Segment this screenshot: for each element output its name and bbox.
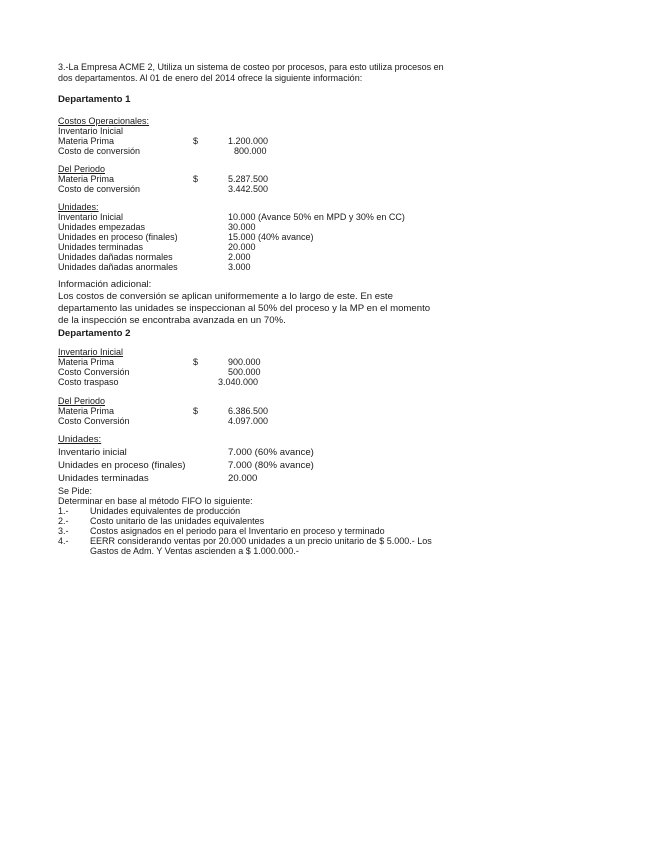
dept1-unidades-row-value: 30.000 bbox=[228, 222, 256, 232]
dept2-periodo-currency: $ bbox=[193, 406, 199, 416]
dept2-cc-value: 500.000 bbox=[228, 367, 261, 377]
dept2-unidades-row-value: 20.000 bbox=[228, 473, 258, 484]
dept1-inventario-inicial-title: Inventario Inicial bbox=[58, 126, 124, 136]
dept1-costos-title: Costos Operacionales: bbox=[58, 116, 150, 126]
se-pide-title: Se Pide: bbox=[58, 486, 93, 496]
dept2-periodo-mp-label: Materia Prima bbox=[58, 406, 115, 416]
dept1-unidades-row-label: Unidades empezadas bbox=[58, 222, 146, 232]
dept2-title: Departamento 2 bbox=[58, 328, 131, 339]
dept2-mp-label: Materia Prima bbox=[58, 357, 115, 367]
dept2-unidades-row-label: Unidades en proceso (finales) bbox=[58, 460, 186, 471]
dept1-periodo-currency: $ bbox=[193, 174, 199, 184]
se-pide-item-value: Costo unitario de las unidades equivalentes bbox=[90, 516, 265, 526]
dept1-unidades-row-value: 20.000 bbox=[228, 242, 256, 252]
dept2-periodo-cc-label: Costo Conversión bbox=[58, 416, 130, 426]
dept1-periodo-cc-label: Costo de conversión bbox=[58, 184, 141, 194]
se-pide-item-4-line-2: Gastos de Adm. Y Ventas ascienden a $ 1.000.000.- bbox=[90, 546, 299, 556]
dept2-unidades-row-value: 7.000 (80% avance) bbox=[228, 460, 314, 471]
dept1-unidades-row-label: Unidades terminadas bbox=[58, 242, 144, 252]
dept1-currency: $ bbox=[193, 136, 199, 146]
dept2-currency: $ bbox=[193, 357, 199, 367]
dept1-unidades-title: Unidades: bbox=[58, 202, 99, 212]
dept1-periodo-mp-label: Materia Prima bbox=[58, 174, 115, 184]
dept2-unidades-row-value: 7.000 (60% avance) bbox=[228, 447, 314, 458]
se-pide-item-label: 1.- bbox=[58, 506, 69, 516]
dept1-periodo-title: Del Periodo bbox=[58, 164, 106, 174]
dept2-periodo-mp-value: 6.386.500 bbox=[228, 406, 269, 416]
dept2-periodo-cc-value: 4.097.000 bbox=[228, 416, 269, 426]
dept1-mp-label: Materia Prima bbox=[58, 136, 115, 146]
dept2-inventario-inicial-title: Inventario Inicial bbox=[58, 347, 124, 357]
dept1-info-line-2: departamento las unidades se inspeccionan al 50% del proceso y la MP en el momento bbox=[58, 303, 431, 314]
dept1-unidades-row-value: 3.000 bbox=[228, 262, 251, 272]
dept2-unidades-title: Unidades: bbox=[58, 434, 102, 445]
intro-line-1: 3.-La Empresa ACME 2, Utiliza un sistema de costeo por procesos, para esto utiliza procesos en bbox=[58, 62, 444, 72]
se-pide-item-label: 3.- bbox=[58, 526, 69, 536]
dept1-cc-value: 800.000 bbox=[234, 146, 267, 156]
dept1-info-title: Información adicional: bbox=[58, 279, 152, 290]
dept1-unidades-row-value: 15.000 (40% avance) bbox=[228, 232, 314, 242]
se-pide-item-label: 2.- bbox=[58, 516, 69, 526]
dept1-info-line-1: Los costos de conversión se aplican uniformemente a lo largo de este. En este bbox=[58, 291, 393, 302]
se-pide-item-value: Costos asignados en el periodo para el Inventario en proceso y terminado bbox=[90, 526, 385, 536]
dept2-periodo-title: Del Periodo bbox=[58, 396, 106, 406]
se-pide-item-value: EERR considerando ventas por 20.000 unidades a un precio unitario de $ 5.000.- Los bbox=[90, 536, 432, 546]
dept1-periodo-mp-value: 5.287.500 bbox=[228, 174, 269, 184]
dept1-title: Departamento 1 bbox=[58, 94, 131, 105]
dept1-unidades-row-value: 2.000 bbox=[228, 252, 251, 262]
intro-line-2: dos departamentos. Al 01 de enero del 2014 ofrece la siguiente información: bbox=[58, 73, 363, 83]
dept1-info-line-3: de la inspección se encontraba avanzada en un 70%. bbox=[58, 315, 286, 326]
se-pide-item-label: 4.- bbox=[58, 536, 69, 546]
dept2-traspaso-label: Costo traspaso bbox=[58, 377, 119, 387]
se-pide-item-value: Unidades equivalentes de producción bbox=[90, 506, 241, 516]
dept2-mp-value: 900.000 bbox=[228, 357, 261, 367]
dept1-periodo-cc-value: 3.442.500 bbox=[228, 184, 269, 194]
dept2-unidades-row-label: Inventario inicial bbox=[58, 447, 127, 458]
dept1-unidades-row-value: 10.000 (Avance 50% en MPD y 30% en CC) bbox=[228, 212, 405, 222]
dept1-unidades-row-label: Unidades en proceso (finales) bbox=[58, 232, 178, 242]
dept2-traspaso-value: 3.040.000 bbox=[218, 377, 259, 387]
dept1-unidades-row-label: Inventario Inicial bbox=[58, 212, 124, 222]
dept2-cc-label: Costo Conversión bbox=[58, 367, 130, 377]
dept1-unidades-row-label: Unidades dañadas normales bbox=[58, 252, 173, 262]
dept1-cc-label: Costo de conversión bbox=[58, 146, 141, 156]
dept1-mp-value: 1.200.000 bbox=[228, 136, 269, 146]
dept1-unidades-row-label: Unidades dañadas anormales bbox=[58, 262, 178, 272]
se-pide-intro: Determinar en base al método FIFO lo siguiente: bbox=[58, 496, 253, 506]
dept2-unidades-row-label: Unidades terminadas bbox=[58, 473, 149, 484]
